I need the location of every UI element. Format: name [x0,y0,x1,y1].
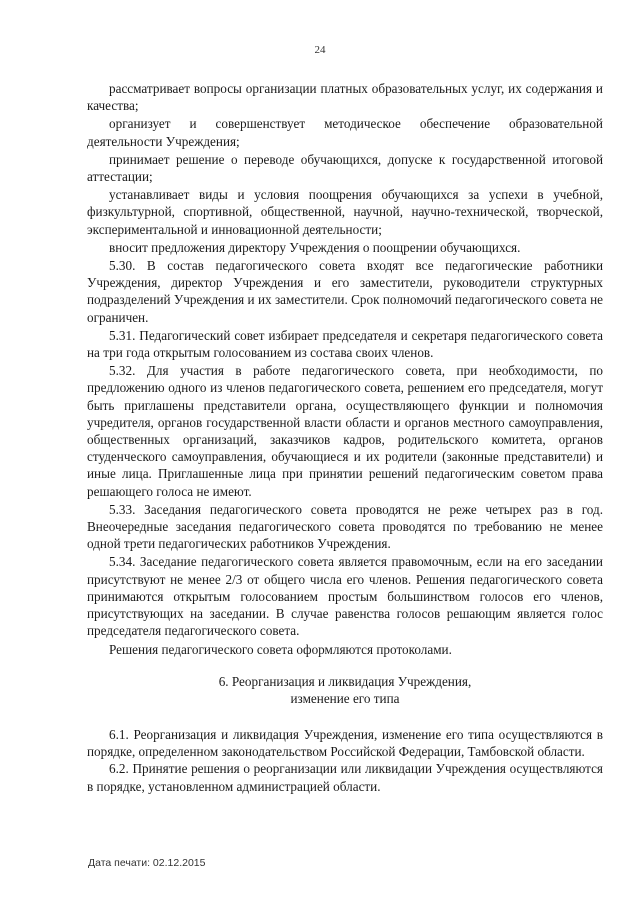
clause-6-2: 6.2. Принятие решения о реорганизации или ликвидации Учреждения осуществляются в порядке, установленном администрацией области. [87,761,603,794]
paragraph-protocols: Решения педагогического совета оформляются протоколами. [109,641,452,657]
print-date: Дата печати: 02.12.2015 [88,857,206,869]
paragraph-student-transfer: принимает решение о переводе обучающихся, допуске к государственной итоговой аттестации; [87,151,603,185]
clause-5-33: 5.33. Заседания педагогического совета проводятся не реже четырех раз в год. Внеочередные заседания педагогического совета проводятся по требованию не менее одной трети педагогических работников Учреждения. [87,501,603,552]
clause-5-34: 5.34. Заседание педагогического совета является правомочным, если на его заседании присутствуют не менее 2/3 от общего числа его членов. Решения педагогического совета принимаются открытым голосованием простым большинством голосов его членов, присутствующих на заседании. В случае равенства голосов решающим является голос председателя педагогического совета. [87,554,603,639]
paragraph-student-rewards: устанавливает виды и условия поощрения обучающихся за успехи в учебной, физкультурной, спортивной, общественной, научной, научно-технической, творческой, экспериментальной и инновационной деятельности; [87,187,603,237]
section-6-body [87,726,603,795]
document-body [87,80,603,659]
section-6-title-line2: изменение его типа [290,691,400,707]
clause-5-30: 5.30. В состав педагогического совета входят все педагогические работники Учреждения, директор Учреждения и его заместители, руководители структурных подразделений Учреждения и их заместители. Срок полномочий педагогического совета не ограничен. [87,258,603,325]
clause-5-31: 5.31. Педагогический совет избирает председателя и секретаря педагогического совета на три года открытым голосованием из состава своих членов. [87,327,603,361]
section-6-heading [87,673,603,707]
section-6-title-line1: 6. Реорганизация и ликвидация Учреждения, [218,674,472,689]
paragraph-proposals-director: вносит предложения директору Учреждения о поощрении обучающихся. [109,239,521,255]
clause-5-32: 5.32. Для участия в работе педагогического совета, при необходимости, по предложению одного из членов педагогического совета, решением его председателя, могут быть приглашены представители органа, осуществляющего функции и полномочия учредителя, органов государственной власти области и органов местного самоуправления, общественных организаций, заказчиков кадров, родительского комитета, органов студенческого самоуправления, обучающиеся и их родители (законные представители) и иные лица. Приглашенные лица при принятии решений педагогическим советом права решающего голоса не имеют. [87,363,603,499]
page-number: 24 [314,44,326,56]
paragraph-methodical-support: организует и совершенствует методическое обеспечение образовательной деятельности Учреждения; [87,116,603,149]
clause-6-1: 6.1. Реорганизация и ликвидация Учреждения, изменение его типа осуществляются в порядке, определенном законодательством Российской Федерации, Тамбовской области. [87,727,603,760]
paragraph-paid-services: рассматривает вопросы организации платных образовательных услуг, их содержания и качества; [87,81,603,114]
